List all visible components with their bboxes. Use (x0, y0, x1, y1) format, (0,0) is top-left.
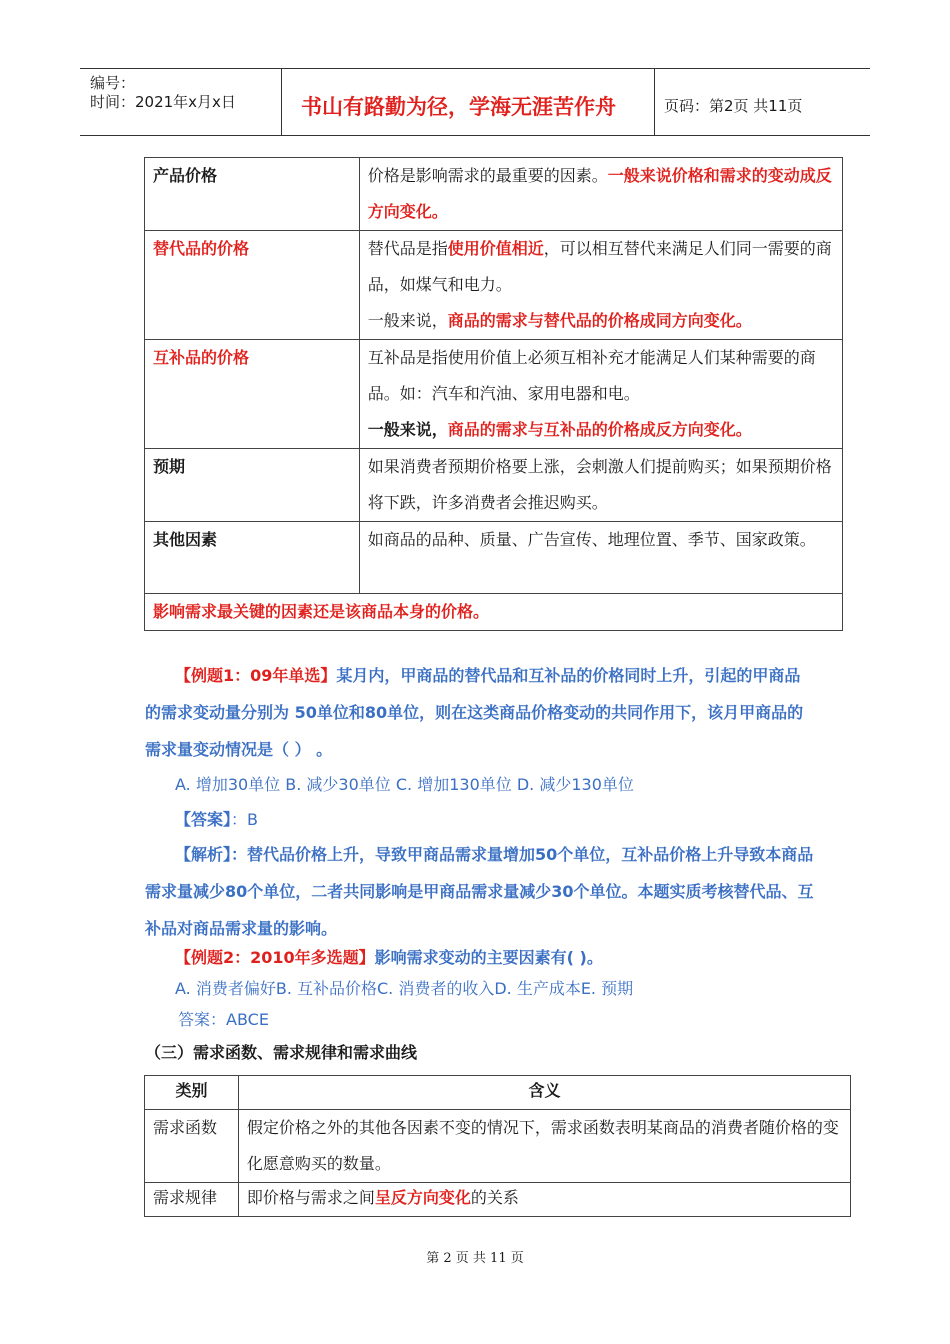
column-header-meaning: 含义 (238, 1076, 850, 1110)
example1-analysis-text: ：替代品价格上升，导致甲商品需求量增加50个单位，互补品价格上升导致本商品需求量减少80个单位，二者共同影响是甲商品需求量减少30个单位。本题实质考核替代品、互补品对商品需求量的影响。 (145, 845, 814, 938)
example1-question-text: 某月内，甲商品的替代品和互补品的价格同时上升，引起的甲商品的需求变动量分别为 50单位和80单位，则在这类商品价格变动的共同作用下，该月甲商品的需求量变动情况是（ ） 。 (145, 666, 804, 759)
row-highlight: 呈反方向变化 (374, 1188, 471, 1207)
factor-label: 产品价格 (145, 158, 360, 231)
factor-bold-text: 一般来说， (367, 420, 448, 439)
factor-description (359, 522, 842, 594)
factor-highlight: 商品的需求与互补品的价格成反方向变化。 (447, 420, 752, 439)
table-row (145, 1110, 851, 1183)
factor-text: ，可以相互替代来满足人们同一需要的商品，如煤气和电力。 (367, 239, 832, 294)
example1-answer (175, 801, 845, 838)
demand-factors-table (144, 157, 843, 631)
section3-heading: （三）需求函数、需求规律和需求曲线 (145, 1043, 418, 1062)
factor-text: 替代品是指 (367, 239, 448, 258)
header-time: 时间：2021年x月x日 (90, 93, 236, 111)
header-top-rule (80, 68, 870, 69)
demand-function-table (144, 1075, 851, 1217)
example2-question (175, 943, 845, 973)
factor-text: 价格是影响需求的最重要的因素。 (367, 166, 608, 185)
factor-text: 一般来说， (367, 311, 448, 330)
factor-label: 互补品的价格 (145, 340, 360, 449)
factor-highlight: 商品的需求与替代品的价格成同方向变化。 (447, 311, 752, 330)
header-motto: 书山有路勤为径，学海无涯苦作舟 (301, 95, 616, 119)
row-meaning (238, 1183, 850, 1217)
table-row (145, 158, 843, 231)
factor-description (359, 340, 842, 449)
example2-answer: 答案：ABCE (178, 1010, 269, 1029)
factor-highlight: 一般来说价格和需求的变动成反方向变化。 (367, 166, 832, 221)
table-row (145, 522, 843, 594)
table-row (145, 340, 843, 449)
factor-label: 其他因素 (145, 522, 360, 594)
factor-text: 互补品是指使用价值上必须互相补充才能满足人们某种需要的商品。如：汽车和汽油、家用电器和电。 (367, 348, 816, 403)
example2-tag: 【例题2：2010年多选题】 (175, 948, 375, 967)
header-serial: 编号： (90, 74, 136, 92)
table-row (145, 231, 843, 340)
factor-label: 预期 (145, 449, 360, 522)
factor-description (359, 158, 842, 231)
factor-description (359, 449, 842, 522)
row-text: 的关系 (470, 1188, 519, 1207)
page-footer: 第 2 页 共 11 页 (426, 1251, 524, 1266)
factor-description (359, 231, 842, 340)
row-type: 需求规律 (145, 1183, 239, 1217)
example1-analysis-tag: 【解析】 (175, 845, 232, 864)
table-row (145, 1183, 851, 1217)
example2-question-text: 影响需求变动的主要因素有( )。 (374, 948, 603, 967)
header-divider-left (281, 68, 282, 136)
example1-analysis (145, 836, 815, 947)
header-bottom-rule (80, 135, 870, 136)
header-divider-right (654, 68, 655, 136)
table-header-row (145, 1076, 851, 1110)
factor-text: 如果消费者预期价格要上涨，会刺激人们提前购买；如果预期价格将下跌，许多消费者会推迟购买。 (367, 457, 832, 512)
factor-text: 如商品的品种、质量、广告宣传、地理位置、季节、国家政策。 (367, 530, 816, 549)
table-row (145, 594, 843, 631)
factor-label: 替代品的价格 (145, 231, 360, 340)
row-text: 即价格与需求之间 (246, 1188, 375, 1207)
factor-highlight: 使用价值相近 (447, 239, 544, 258)
header-page-code: 页码：第2页 共11页 (664, 97, 803, 115)
table-row (145, 449, 843, 522)
example1-tag: 【例题1：09年单选】 (175, 666, 337, 685)
row-type: 需求函数 (145, 1110, 239, 1183)
table-footer-note: 影响需求最关键的因素还是该商品本身的价格。 (145, 594, 843, 631)
column-header-type: 类别 (145, 1076, 239, 1110)
row-meaning: 假定价格之外的其他各因素不变的情况下，需求函数表明某商品的消费者随价格的变化愿意购买的数量。 (238, 1110, 850, 1183)
example2-options: A. 消费者偏好B. 互补品价格C. 消费者的收入D. 生产成本E. 预期 (175, 979, 634, 998)
example1-answer-value: ：B (231, 810, 258, 829)
example1-options: A. 增加30单位 B. 减少30单位 C. 增加130单位 D. 减少130单位 (175, 775, 634, 794)
example1-question (145, 657, 815, 768)
example1-answer-tag: 【答案】 (175, 810, 232, 829)
